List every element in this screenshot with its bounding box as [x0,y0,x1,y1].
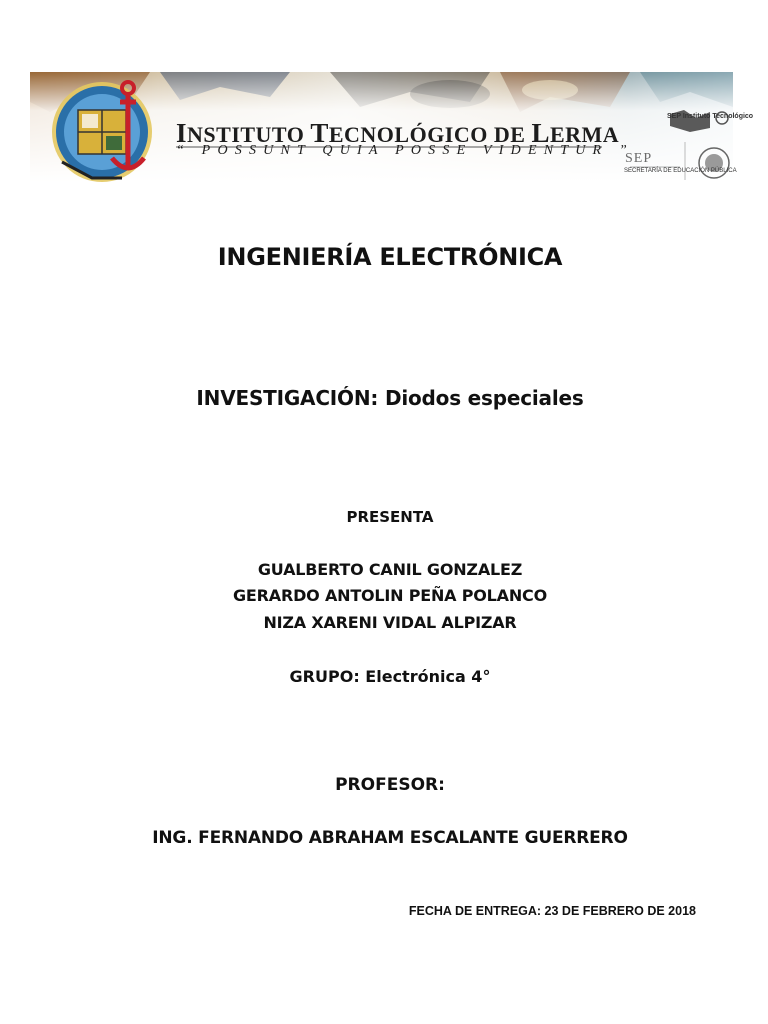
institution-name: INSTITUTO TECNOLÓGICO DE LERMA [176,118,620,148]
presents-label: PRESENTA [346,508,434,526]
author-name: GUALBERTO CANIL GONZALEZ [257,560,523,579]
professor-name: ING. FERNANDO ABRAHAM ESCALANTE GUERRERO [152,828,628,848]
author-name: NIZA XARENI VIDAL ALPIZAR [263,613,517,632]
career-title: INGENIERÍA ELECTRÓNICA [217,243,563,271]
group-line [0,667,768,686]
author-name: GERARDO ANTOLIN PEÑA POLANCO [233,586,547,605]
institution-motto: “ POSSUNT QUIA POSSE VIDENTUR ” [176,143,634,158]
group-label: GRUPO: [289,667,360,686]
research-title [0,386,768,410]
professor-label: PROFESOR: [335,775,445,795]
research-label: INVESTIGACIÓN: [196,386,379,410]
institute-logo [52,82,152,182]
research-topic: Diodos especiales [384,386,584,410]
sep-subtitle: SECRETARÍA DE EDUCACIÓN PÚBLICA [624,168,737,174]
group-value: Electrónica 4° [365,667,491,686]
tecnm-label: SEP Instituto Tecnológico [667,113,754,120]
sep-label: SEP [625,151,653,166]
delivery-date: FECHA DE ENTREGA: 23 DE FEBRERO DE 2018 [408,904,696,918]
